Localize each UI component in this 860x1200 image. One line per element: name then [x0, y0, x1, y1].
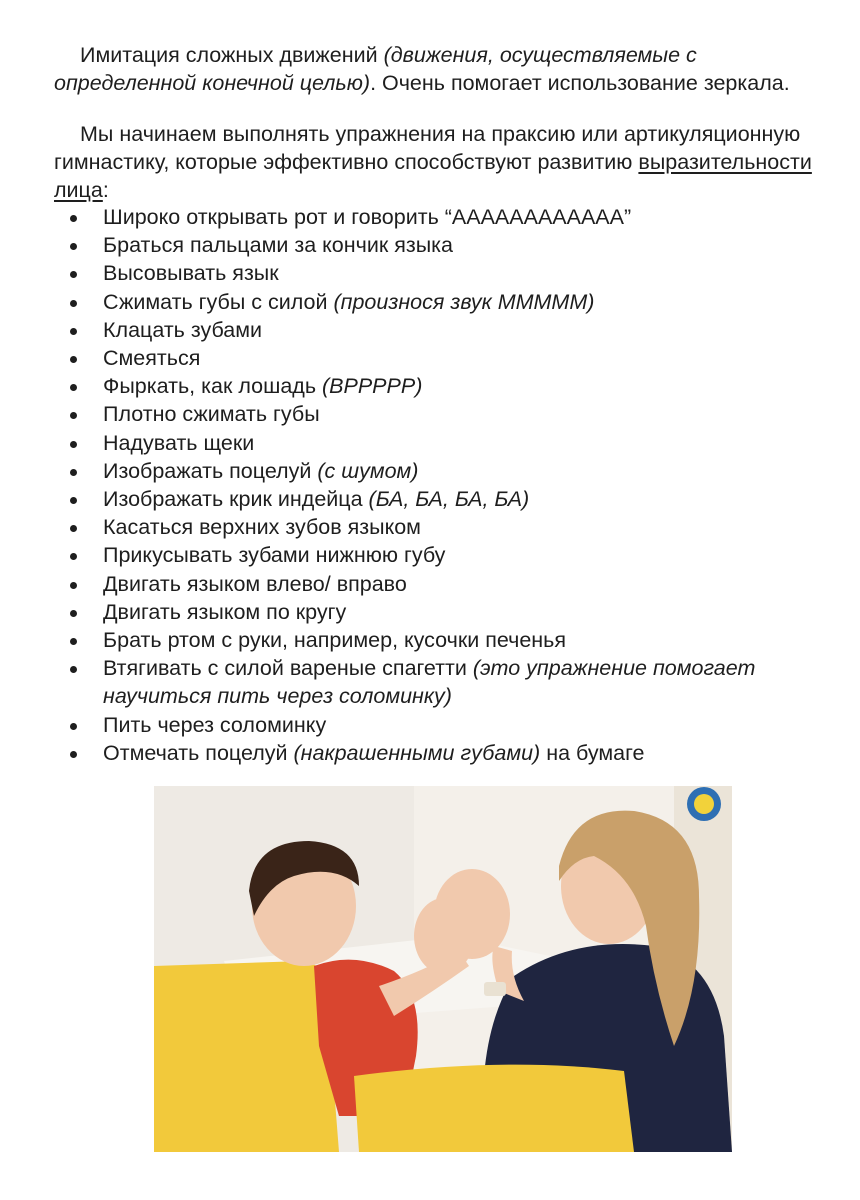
list-item: [0, 231, 823, 259]
list-item-text: Отмечать поцелуй: [103, 740, 294, 765]
list-item-text: на бумаге: [540, 740, 645, 765]
paragraph-text: . Очень помогает использование зеркала.: [370, 71, 790, 96]
list-item-text: Широко открывать рот и говорить “АААААААААААА”: [103, 205, 632, 229]
list-item: [0, 316, 823, 344]
list-item-italic-note: (с шумом): [317, 458, 419, 483]
list-item-italic-note: (БА, БА, БА, БА): [368, 487, 530, 512]
list-item-italic-note: (произнося звук МММММ): [333, 289, 595, 314]
list-item-text: Смеяться: [103, 346, 201, 371]
list-item-text: Пить через соломинку: [103, 712, 327, 737]
bullet-icon: [70, 441, 77, 448]
list-item-text: Касаться верхних зубов языком: [103, 515, 421, 540]
list-item: [0, 429, 823, 457]
list-item: [0, 372, 823, 400]
paragraph-text: :: [102, 178, 109, 203]
list-item-text: Изображать крик индейца: [103, 487, 369, 512]
bullet-icon: [70, 271, 77, 278]
list-item: [0, 457, 823, 485]
bullet-icon: [70, 469, 77, 476]
list-item: [0, 626, 823, 654]
yellow-chair-left: [154, 961, 339, 1152]
bullet-icon: [70, 412, 77, 419]
bullet-icon: [70, 751, 77, 758]
list-item-text: Изображать поцелуй: [103, 458, 318, 483]
list-item-text: Втягивать с силой вареные спагетти: [103, 656, 473, 681]
bullet-icon: [70, 666, 77, 673]
list-item: [0, 570, 823, 598]
bullet-icon: [70, 638, 77, 645]
bullet-icon: [70, 300, 77, 307]
list-item-text: Фыркать, как лошадь: [103, 374, 322, 399]
list-item: [0, 739, 823, 767]
bullet-icon: [70, 384, 77, 391]
bullet-icon: [70, 525, 77, 532]
list-item-text: Высовывать язык: [103, 261, 279, 286]
list-item-text: Сжимать губы с силой: [103, 289, 334, 314]
hands: [414, 898, 474, 974]
yellow-chair-right: [354, 1065, 634, 1152]
list-item-text: Двигать языком по кругу: [103, 599, 347, 624]
paragraph-text: Мы начинаем выполнять упражнения на праксию или артикуляционную гимнастику, которые эффективно способствуют развитию: [54, 122, 801, 175]
list-item: [0, 485, 823, 513]
list-item: [0, 711, 823, 739]
list-item: [0, 259, 823, 287]
bullet-icon: [70, 723, 77, 730]
list-item-italic-note: (BPPPPP): [322, 374, 423, 399]
paragraph-text: Имитация сложных движений: [80, 43, 384, 67]
bullet-icon: [70, 553, 77, 560]
list-item: [0, 541, 823, 569]
list-item-text: Клацать зубами: [103, 317, 263, 342]
list-item-text: Надувать щеки: [103, 430, 255, 455]
paragraph-italic-note: (движения, осуществляемые с определенной конечной целью): [54, 43, 697, 96]
bullet-icon: [70, 215, 77, 222]
bullet-icon: [70, 582, 77, 589]
bullet-icon: [70, 356, 77, 363]
list-item-italic-note: (накрашенными губами): [293, 740, 541, 765]
photo-therapist-with-child: [154, 786, 732, 1152]
list-item: [0, 654, 823, 710]
list-item-text: Браться пальцами за кончик языка: [103, 233, 453, 258]
bullet-icon: [70, 610, 77, 617]
list-item: [0, 344, 823, 372]
list-item: [0, 513, 823, 541]
photo-illustration: [154, 786, 732, 1152]
exercise-list: [0, 203, 860, 767]
list-item-text: Двигать языком влево/ вправо: [103, 571, 407, 596]
bullet-icon: [70, 497, 77, 504]
bullet-icon: [70, 243, 77, 250]
list-item: [0, 400, 823, 428]
list-item: [0, 598, 823, 626]
list-item-text: Брать ртом с руки, например, кусочки печенья: [103, 628, 566, 653]
underlined-phrase: выразительности лица: [54, 150, 812, 203]
list-item-text: Прикусывать зубами нижнюю губу: [103, 543, 446, 568]
list-item-italic-note: (это упражнение помогает научиться пить через соломинку): [103, 656, 756, 709]
list-item: [0, 288, 823, 316]
bullet-icon: [70, 328, 77, 335]
paragraph-complex-movements: [54, 41, 824, 97]
list-item: [0, 203, 823, 231]
paragraph-praxis-intro: [54, 120, 824, 205]
list-item-text: Плотно сжимать губы: [103, 402, 320, 427]
